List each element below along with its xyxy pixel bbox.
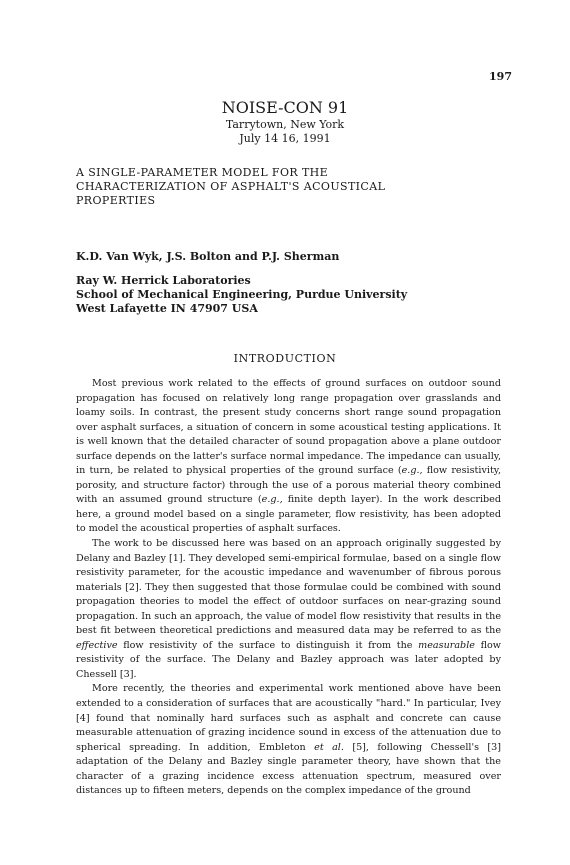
- paragraph: [76, 537, 501, 682]
- italic-text: e.g.,: [261, 494, 283, 506]
- text-run: flow resistivity, porosity, and structure factor) through the use of a porous material theory combined with an assumed ground structure (: [76, 465, 501, 506]
- affiliation-lab: Ray W. Herrick Laboratories: [76, 274, 251, 287]
- conference-name: NOISE-CON 91: [221, 98, 349, 117]
- text-run: More recently, the theories and experimental work mentioned above have been extended to a consideration of surfaces that are acoustically "hard." In particular, Ivey [4] found that nominally hard surfaces such as asphalt and concrete can cause measurable attenuation of grazing incidence sound in excess of the attenuation due to spherical spreading. In addition, Embleton: [76, 683, 501, 753]
- paragraph: [76, 377, 501, 537]
- conference-location: Tarrytown, New York: [225, 118, 345, 131]
- text-run: flow resistivity of the surface. The Delany and Bazley approach was later adopted by Chessell [3].: [76, 639, 502, 680]
- title-line: A SINGLE-PARAMETER MODEL FOR THE: [76, 166, 329, 179]
- affiliation: [76, 274, 506, 316]
- paper-title: [76, 166, 506, 208]
- paragraph: [76, 682, 501, 798]
- text-run: Most previous work related to the effects of ground surfaces on outdoor sound propagation has focused on relatively long range propagation over grasslands and loamy soils. In contrast, the present study concerns short range sound propagation over asphalt surfaces, a situation of concern in some acoustical testing applications. It is well known that the detailed character of sound propagation above a plane outdoor surface depends on the latter's surface normal impedance. The impedance can usually, in turn, be related to physical properties of the ground surface (: [76, 378, 501, 477]
- author-list: K.D. Van Wyk, J.S. Bolton and P.J. Sherman: [76, 250, 340, 263]
- section-heading: INTRODUCTION: [233, 352, 337, 365]
- italic-text: e.g.,: [401, 465, 423, 477]
- page-number: 197: [489, 70, 512, 83]
- title-line: PROPERTIES: [76, 194, 156, 207]
- title-line: CHARACTERIZATION OF ASPHALT'S ACOUSTICAL: [76, 180, 386, 193]
- text-run: [5], following Chessell's [3] adaptation of the Delany and Bazley single parameter theory, have shown that the character of a grazing incidence excess attenuation spectrum, measured over distances up to fifteen meters, depends on the complex impedance of the ground: [76, 741, 502, 797]
- body-text: [76, 377, 501, 799]
- italic-text: effective: [76, 639, 118, 651]
- conference-header: [0, 98, 570, 146]
- text-run: flow resistivity of the surface to distinguish it from the: [117, 639, 419, 651]
- conference-dates: July 14 16, 1991: [239, 132, 331, 145]
- italic-text: et al.: [314, 741, 344, 753]
- affiliation-school: School of Mechanical Engineering, Purdue University: [76, 288, 408, 301]
- text-run: The work to be discussed here was based on an approach originally suggested by Delany and Bazley [1]. They developed semi-empirical formulae, based on a single flow resistivity parameter, for the acoustic impedance and wavenumber of fibrous porous materials [2]. They then suggested that those formulae could be combined with sound propagation theories to model the effect of outdoor surfaces on near-grazing sound propagation. In such an approach, the value of model flow resistivity that results in the best fit between theoretical predictions and measured data may be referred to as the: [76, 538, 501, 637]
- italic-text: measurable: [418, 639, 475, 651]
- text-run: finite depth layer). In the work described here, a ground model based on a single parameter, flow resistivity, has been adopted to model the acoustical properties of asphalt surfaces.: [76, 494, 501, 535]
- affiliation-address: West Lafayette IN 47907 USA: [76, 302, 258, 315]
